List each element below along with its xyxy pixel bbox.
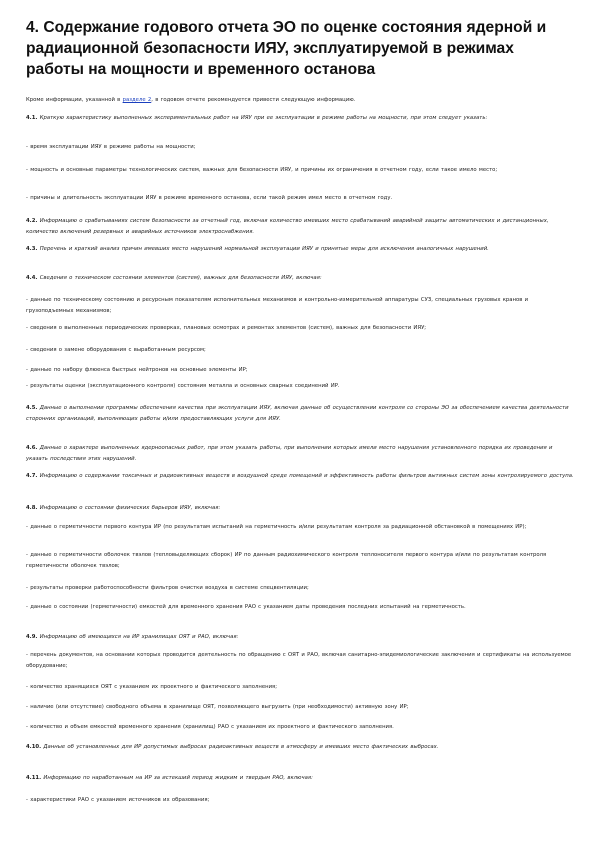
list-item bbox=[26, 682, 574, 693]
list-item bbox=[26, 522, 574, 533]
paragraph-4-4 bbox=[26, 273, 574, 284]
paragraph-4-11 bbox=[26, 773, 574, 784]
paragraph-4-7 bbox=[26, 471, 574, 482]
item-text: - сведения о выполненных периодических проверках, плановых осмотрах и ремонтах элементов (систем), важных для безопасности ИЯУ; bbox=[26, 325, 427, 331]
item-text: Данные об установленных для ИР допустимых выбросах радиоактивных веществ в атмосферу и имевших место фактических выбросах. bbox=[43, 744, 439, 750]
paragraph-4-5 bbox=[26, 403, 574, 425]
paragraph-4-8 bbox=[26, 503, 574, 514]
paragraph-4-2 bbox=[26, 216, 574, 238]
paragraph-4-1 bbox=[26, 113, 574, 124]
item-text: - время эксплуатации ИЯУ в режиме работы на мощности; bbox=[26, 144, 196, 150]
paragraph-4-6 bbox=[26, 443, 574, 465]
paragraph-4-9 bbox=[26, 632, 574, 643]
intro-text-after: , в годовом отчете рекомендуется привести следующую информацию. bbox=[151, 97, 356, 103]
list-item bbox=[26, 650, 574, 672]
item-text: Перечень и краткий анализ причин имевших место нарушений нормальной эксплуатации ИЯУ и принятые меры для исключения аналогичных нарушений. bbox=[39, 246, 489, 252]
item-number: 4.5. bbox=[26, 405, 38, 411]
item-text: - данные о герметичности оболочек твэлов (тепловыделяющих сборок) ИР по данным радиохимического контроля теплоносителя первого контура и/или по результатам контроля герметичности оболочек твэлов; bbox=[26, 552, 547, 569]
item-text: Информацию по наработанным на ИР за истекший период жидким и твердым РАО, включая: bbox=[43, 775, 313, 781]
list-item bbox=[26, 702, 574, 713]
item-text: Информацию о состоянии физических барьеров ИЯУ, включая: bbox=[39, 505, 221, 511]
list-item bbox=[26, 583, 574, 594]
item-number: 4.4. bbox=[26, 275, 38, 281]
item-text: - перечень документов, на основании которых проводится деятельность по обращению с ОЯТ и РАО, включая санитарно-эпидемиологические заключения и сертификаты на используемое оборудование; bbox=[26, 652, 572, 669]
list-item bbox=[26, 323, 574, 334]
item-text: Данные о характере выполненных ядерноопасных работ, при этом указать работы, при выполнении которых имели место нарушения установленного порядка их проведения и указать последствия этих нарушений. bbox=[26, 445, 553, 462]
list-item bbox=[26, 381, 574, 392]
item-text: - данные о состоянии (герметичности) емкостей для временного хранения РАО с указанием даты проведения последних испытаний на герметичность. bbox=[26, 604, 466, 610]
paragraph-4-10 bbox=[26, 742, 574, 753]
list-item bbox=[26, 365, 574, 376]
item-number: 4.6. bbox=[26, 445, 38, 451]
item-text: - количество и объем емкостей временного хранения (хранилищ) РАО с указанием их проектного и фактического заполнения. bbox=[26, 724, 394, 730]
list-item bbox=[26, 295, 574, 317]
list-item bbox=[26, 722, 574, 733]
item-number: 4.10. bbox=[26, 744, 42, 750]
intro-paragraph bbox=[26, 95, 574, 106]
item-text: - характеристики РАО с указанием источников их образования; bbox=[26, 797, 210, 803]
item-text: - результаты проверки работоспособности фильтров очистки воздуха в системе спецвентиляции; bbox=[26, 585, 309, 591]
item-number: 4.8. bbox=[26, 505, 38, 511]
item-text: - данные по набору флюенса быстрых нейтронов на основные элементы ИР; bbox=[26, 367, 248, 373]
list-item bbox=[26, 602, 574, 613]
item-text: - наличие (или отсутствие) свободного объема в хранилище ОЯТ, позволяющего выгрузить (при необходимости) активную зону ИР; bbox=[26, 704, 409, 710]
item-text: - причины и длительность эксплуатации ИЯУ в режиме временного останова, если такой режим имел место в отчетном году. bbox=[26, 195, 393, 201]
item-text: - количество хранящихся ОЯТ с указанием их проектного и фактического заполнения; bbox=[26, 684, 277, 690]
item-text: Данные о выполнении программы обеспечения качества при эксплуатации ИЯУ, включая данные об осуществлении контроля со стороны ЭО за обеспечением качества деятельности сторонних организаций, выполняющих работы и/или предоставляющих услуги для ИЯУ. bbox=[26, 405, 569, 422]
item-number: 4.11. bbox=[26, 775, 42, 781]
item-text: - данные о герметичности первого контура ИР (по результатам испытаний на герметичность и/или результатам контроля за радиационной обстановкой в помещениях ИР); bbox=[26, 524, 527, 530]
section-2-link[interactable]: разделе 2 bbox=[122, 97, 152, 103]
page-title: 4. Содержание годового отчета ЭО по оценке состояния ядерной и радиационной безопасности ИЯУ, эксплуатируемой в режимах работы на мощности и временного останова bbox=[26, 19, 547, 78]
item-text: Краткую характеристику выполненных экспериментальных работ на ИЯУ при ее эксплуатации в режиме работы на мощности, при этом следует указать: bbox=[39, 115, 488, 121]
item-number: 4.9. bbox=[26, 634, 38, 640]
item-text: - сведения о замене оборудования с выработанным ресурсом; bbox=[26, 347, 206, 353]
list-item bbox=[26, 795, 574, 806]
list-item bbox=[26, 142, 574, 153]
list-item bbox=[26, 193, 574, 204]
item-text: - мощность и основные параметры технологических систем, важных для безопасности ИЯУ, и причины их ограничения в отчетном году, если такое имело место; bbox=[26, 167, 498, 173]
intro-text-before: Кроме информации, указанной в bbox=[26, 97, 123, 103]
item-text: Информацию об имеющихся на ИР хранилищах ОЯТ и РАО, включая: bbox=[39, 634, 239, 640]
item-text: Информацию о срабатываниях систем безопасности за отчетный год, включая количество имевших место срабатываний аварийной защиты автоматических и дистанционных, количество включений резервных и аварийных источников электроснабжения. bbox=[26, 218, 549, 235]
list-item bbox=[26, 550, 574, 572]
item-number: 4.7. bbox=[26, 473, 38, 479]
item-number: 4.3. bbox=[26, 246, 38, 252]
item-text: Информацию о содержании токсичных и радиоактивных веществ в воздушной среде помещений и эффективность работы фильтров вытяжных систем зоны контролируемого доступа. bbox=[39, 473, 574, 479]
list-item bbox=[26, 345, 574, 356]
item-text: - результаты оценки (эксплуатационного контроля) состояния металла и основных сварных соединений ИР. bbox=[26, 383, 340, 389]
list-item bbox=[26, 165, 574, 176]
item-text: Сведения о техническом состоянии элементов (систем), важных для безопасности ИЯУ, включая: bbox=[39, 275, 322, 281]
item-number: 4.1. bbox=[26, 115, 38, 121]
paragraph-4-3 bbox=[26, 244, 574, 255]
item-text: - данные по техническому состоянию и ресурсным показателям исполнительных механизмов и контрольно-измерительной аппаратуры СУЗ, специальных грузовых кранов и грузоподъемных механизмов; bbox=[26, 297, 529, 314]
item-number: 4.2. bbox=[26, 218, 38, 224]
